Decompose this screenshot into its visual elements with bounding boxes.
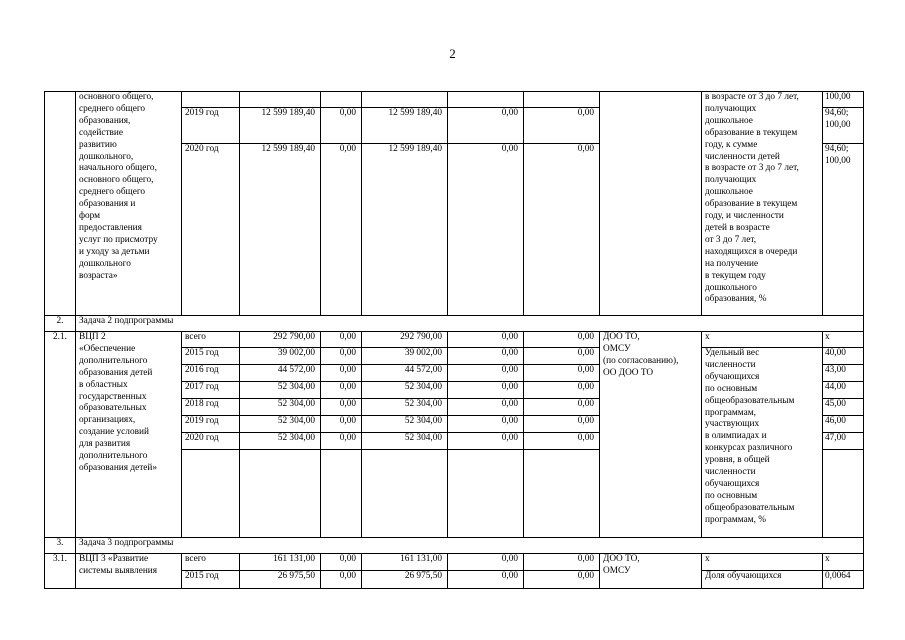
amount-cell: 0,00 — [448, 571, 524, 589]
amount-cell: 0,00 — [448, 144, 524, 316]
amount-cell: 0,00 — [321, 399, 362, 416]
amount-cell — [448, 92, 524, 108]
amount-cell: 0,00 — [448, 365, 524, 382]
amount-cell: 52 304,00 — [362, 382, 448, 399]
table-row — [45, 92, 864, 108]
target-value-cell: 100,00 — [823, 92, 864, 108]
year-cell: 2019 год — [182, 108, 240, 144]
amount-cell: 0,00 — [321, 144, 362, 316]
amount-cell — [524, 92, 600, 108]
amount-cell: 0,00 — [448, 108, 524, 144]
amount-cell: 0,00 — [448, 382, 524, 399]
page-number: 2 — [449, 46, 456, 61]
amount-cell: 52 304,00 — [240, 416, 321, 433]
amount-cell — [362, 92, 448, 108]
target-value-cell: 45,00 — [823, 399, 864, 416]
amount-cell: 0,00 — [321, 554, 362, 571]
activity-cell: основного общего, среднего общего образования, содействие развитию дошкольного, начального общего, основного общего, среднего общего образования и форм предоставления услуг по присмотру и уходу за детьми дошкольного возраста» — [76, 92, 182, 316]
amount-cell: 0,00 — [321, 365, 362, 382]
year-cell: всего — [182, 554, 240, 571]
amount-cell: 39 002,00 — [240, 348, 321, 365]
target-value-cell — [823, 450, 864, 538]
amount-cell: 0,00 — [524, 382, 600, 399]
amount-cell: 12 599 189,40 — [362, 144, 448, 316]
amount-cell: 0,00 — [321, 571, 362, 589]
amount-cell: 292 790,00 — [240, 332, 321, 348]
year-cell: 2020 год — [182, 144, 240, 316]
amount-cell — [362, 450, 448, 538]
task-label: Задача 3 подпрограммы — [76, 538, 864, 554]
amount-cell: 0,00 — [321, 332, 362, 348]
amount-cell: 26 975,50 — [240, 571, 321, 589]
amount-cell — [321, 450, 362, 538]
amount-cell: 52 304,00 — [240, 382, 321, 399]
amount-cell: 52 304,00 — [240, 399, 321, 416]
num-cell: 3.1. — [45, 554, 76, 589]
activity-cell: ВЦП 2 «Обеспечение дополнительного образования детей в областных государственных образовательных организациях, создание условий для развития дополнительного образования детей» — [76, 332, 182, 538]
amount-cell: 0,00 — [321, 348, 362, 365]
task-number: 2. — [45, 316, 76, 332]
amount-cell: 12 599 189,40 — [240, 108, 321, 144]
year-cell — [182, 450, 240, 538]
year-cell: 2020 год — [182, 433, 240, 450]
amount-cell: 52 304,00 — [240, 433, 321, 450]
amount-cell: 0,00 — [524, 108, 600, 144]
amount-cell: 12 599 189,40 — [240, 144, 321, 316]
amount-cell: 52 304,00 — [362, 399, 448, 416]
num-cell: 2.1. — [45, 332, 76, 538]
activity-cell: ВЦП 3 «Развитие системы выявления — [76, 554, 182, 589]
amount-cell: 0,00 — [448, 399, 524, 416]
amount-cell: 0,00 — [524, 416, 600, 433]
amount-cell: 52 304,00 — [362, 416, 448, 433]
target-value-cell: 94,60; 100,00 — [823, 144, 864, 316]
task-row — [45, 538, 864, 554]
target-value-cell: 94,60; 100,00 — [823, 108, 864, 144]
task-number: 3. — [45, 538, 76, 554]
amount-cell: 26 975,50 — [362, 571, 448, 589]
task-label: Задача 2 подпрограммы — [76, 316, 864, 332]
target-value-cell: х — [823, 554, 864, 571]
amount-cell: 0,00 — [524, 399, 600, 416]
year-cell: 2018 год — [182, 399, 240, 416]
executor-cell: ДОО ТО, ОМСУ (по согласованию), ОО ДОО ТО — [600, 332, 702, 538]
target-value-cell: 43,00 — [823, 365, 864, 382]
task-row — [45, 316, 864, 332]
indicator-cell: х — [702, 554, 823, 571]
amount-cell: 292 790,00 — [362, 332, 448, 348]
amount-cell: 0,00 — [524, 332, 600, 348]
amount-cell: 39 002,00 — [362, 348, 448, 365]
amount-cell — [240, 450, 321, 538]
year-cell: 2015 год — [182, 348, 240, 365]
executor-cell: ДОО ТО, ОМСУ — [600, 554, 702, 589]
year-cell: 2019 год — [182, 416, 240, 433]
target-value-cell: 47,00 — [823, 433, 864, 450]
amount-cell — [524, 450, 600, 538]
target-value-cell: 40,00 — [823, 348, 864, 365]
amount-cell: 0,00 — [524, 554, 600, 571]
amount-cell: 0,00 — [321, 416, 362, 433]
year-cell: всего — [182, 332, 240, 348]
amount-cell: 0,00 — [448, 348, 524, 365]
table-row — [45, 332, 864, 348]
amount-cell: 0,00 — [524, 571, 600, 589]
amount-cell: 12 599 189,40 — [362, 108, 448, 144]
num-cell — [45, 92, 76, 316]
year-cell: 2016 год — [182, 365, 240, 382]
amount-cell: 0,00 — [524, 433, 600, 450]
amount-cell: 0,00 — [524, 348, 600, 365]
amount-cell: 0,00 — [524, 365, 600, 382]
amount-cell: 0,00 — [448, 433, 524, 450]
amount-cell: 0,00 — [321, 108, 362, 144]
indicator-cell: Доля обучающихся — [702, 571, 823, 589]
table-row — [45, 554, 864, 571]
amount-cell: 44 572,00 — [240, 365, 321, 382]
amount-cell: 52 304,00 — [362, 433, 448, 450]
amount-cell: 0,00 — [448, 554, 524, 571]
indicator-cell: х — [702, 332, 823, 348]
amount-cell — [240, 92, 321, 108]
indicator-cell: Удельный вес численности обучающихся по основным общеобразовательным программам, участвующих в олимпиадах и конкурсах различного уровня, в общей численности обучающихся по основным общеобразовательным программам, % — [702, 348, 823, 538]
year-cell: 2015 год — [182, 571, 240, 589]
amount-cell: 0,00 — [321, 382, 362, 399]
year-cell — [182, 92, 240, 108]
amount-cell: 0,00 — [321, 433, 362, 450]
target-value-cell: 0,0064 — [823, 571, 864, 589]
year-cell: 2017 год — [182, 382, 240, 399]
amount-cell — [448, 450, 524, 538]
target-value-cell: х — [823, 332, 864, 348]
target-value-cell: 46,00 — [823, 416, 864, 433]
amount-cell: 161 131,00 — [240, 554, 321, 571]
amount-cell: 0,00 — [524, 144, 600, 316]
amount-cell: 161 131,00 — [362, 554, 448, 571]
amount-cell — [321, 92, 362, 108]
amount-cell: 44 572,00 — [362, 365, 448, 382]
amount-cell: 0,00 — [448, 332, 524, 348]
indicator-cell: в возрасте от 3 до 7 лет, получающих дошкольное образование в текущем году, к сумме численности детей в возрасте от 3 до 7 лет, получающих дошкольное образование в текущем году, и численности детей в возрасте от 3 до 7 лет, находящихся в очереди на получение в текущем году дошкольного образования, % — [702, 92, 823, 316]
budget-table — [44, 91, 864, 589]
target-value-cell: 44,00 — [823, 382, 864, 399]
amount-cell: 0,00 — [448, 416, 524, 433]
executor-cell — [600, 92, 702, 316]
